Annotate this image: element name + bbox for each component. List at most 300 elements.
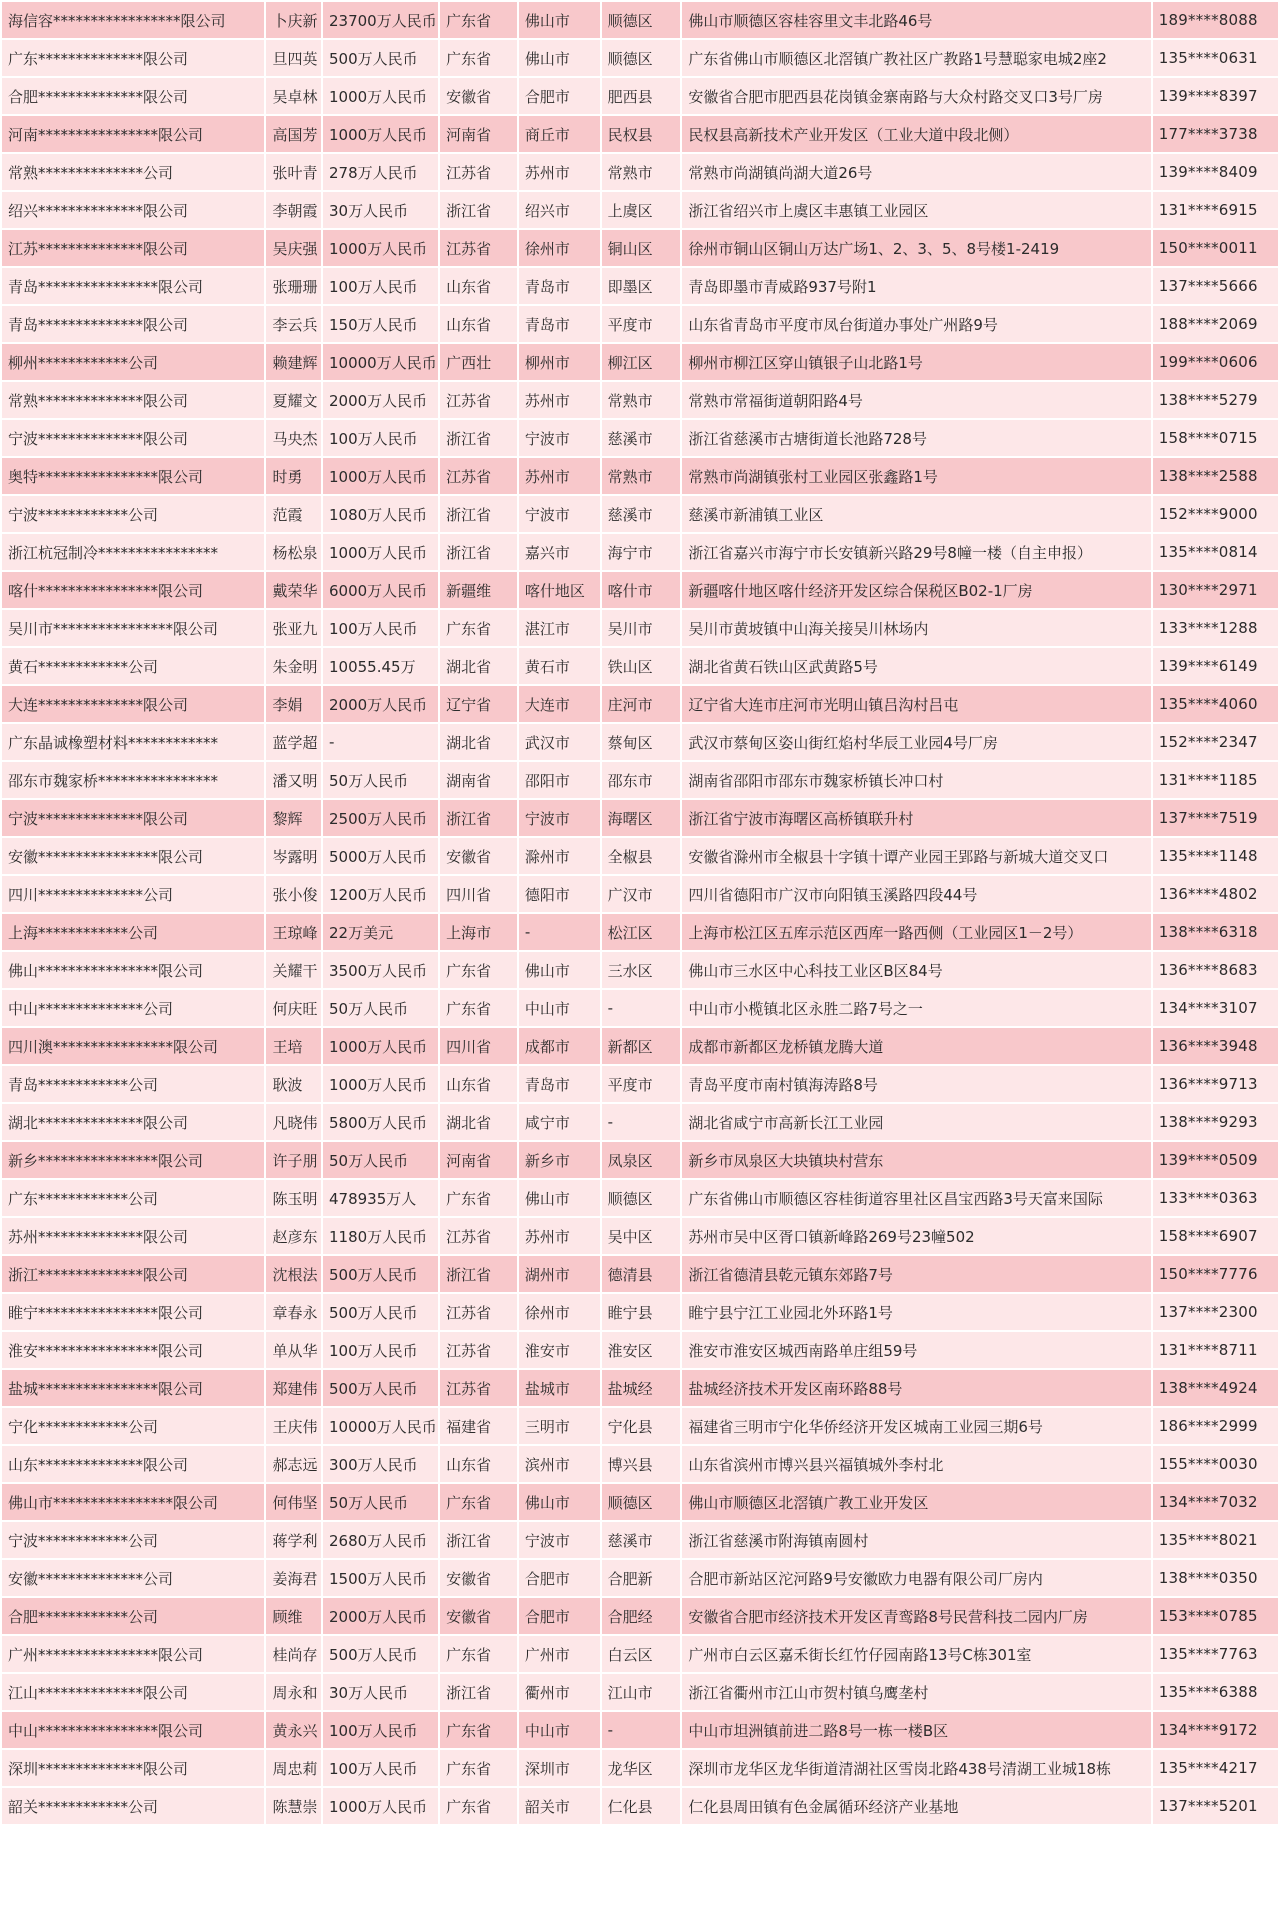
capital-cell: 500万人民币 [323, 40, 438, 76]
company-cell: 河南****************限公司 [2, 116, 264, 152]
table-row [2, 990, 1278, 1026]
capital-cell: 1000万人民币 [323, 458, 438, 494]
person-cell: 张叶青 [266, 154, 321, 190]
table-row [2, 344, 1278, 380]
address-cell: 浙江省慈溪市附海镇南圆村 [682, 1522, 1150, 1558]
company-cell: 深圳**************限公司 [2, 1750, 264, 1786]
district-cell: 德清县 [602, 1256, 681, 1292]
person-cell: 陈玉明 [266, 1180, 321, 1216]
capital-cell: 2680万人民币 [323, 1522, 438, 1558]
company-cell: 江苏**************限公司 [2, 230, 264, 266]
phone-cell: 135****4060 [1153, 686, 1278, 722]
phone-cell: 135****7763 [1153, 1636, 1278, 1672]
phone-cell: 135****4217 [1153, 1750, 1278, 1786]
district-cell: 全椒县 [602, 838, 681, 874]
person-cell: 黎辉 [266, 800, 321, 836]
district-cell: 凤泉区 [602, 1142, 681, 1178]
province-cell: 广东省 [440, 1788, 517, 1824]
company-cell: 宁化************公司 [2, 1408, 264, 1444]
capital-cell: 30万人民币 [323, 192, 438, 228]
province-cell: 安徽省 [440, 838, 517, 874]
person-cell: 章春永 [266, 1294, 321, 1330]
province-cell: 山东省 [440, 1066, 517, 1102]
district-cell: 慈溪市 [602, 496, 681, 532]
company-cell: 喀什****************限公司 [2, 572, 264, 608]
capital-cell: 23700万人民币 [323, 2, 438, 38]
phone-cell: 152****9000 [1153, 496, 1278, 532]
province-cell: 广东省 [440, 40, 517, 76]
person-cell: 黄永兴 [266, 1712, 321, 1748]
company-cell: 绍兴**************限公司 [2, 192, 264, 228]
capital-cell: 22万美元 [323, 914, 438, 950]
district-cell: 平度市 [602, 1066, 681, 1102]
city-cell: 湖州市 [519, 1256, 600, 1292]
phone-cell: 130****2971 [1153, 572, 1278, 608]
table-row [2, 838, 1278, 874]
capital-cell: 500万人民币 [323, 1370, 438, 1406]
address-cell: 广东省佛山市顺德区北滘镇广教社区广教路1号慧聪家电城2座2 [682, 40, 1150, 76]
address-cell: 新乡市凤泉区大块镇块村营东 [682, 1142, 1150, 1178]
company-cell: 四川**************公司 [2, 876, 264, 912]
address-cell: 广州市白云区嘉禾街长红竹仔园南路13号C栋301室 [682, 1636, 1150, 1672]
city-cell: 商丘市 [519, 116, 600, 152]
city-cell: 苏州市 [519, 382, 600, 418]
city-cell: 邵阳市 [519, 762, 600, 798]
phone-cell: 137****5666 [1153, 268, 1278, 304]
company-cell: 安徽**************公司 [2, 1560, 264, 1596]
district-cell: 海宁市 [602, 534, 681, 570]
district-cell: 广汉市 [602, 876, 681, 912]
province-cell: 山东省 [440, 268, 517, 304]
phone-cell: 137****7519 [1153, 800, 1278, 836]
table-row [2, 230, 1278, 266]
province-cell: 广东省 [440, 1636, 517, 1672]
phone-cell: 135****8021 [1153, 1522, 1278, 1558]
province-cell: 上海市 [440, 914, 517, 950]
table-row [2, 1560, 1278, 1596]
table-row [2, 572, 1278, 608]
district-cell: 合肥经 [602, 1598, 681, 1634]
table-row [2, 268, 1278, 304]
address-cell: 武汉市蔡甸区姿山街红焰村华辰工业园4号厂房 [682, 724, 1150, 760]
district-cell: 即墨区 [602, 268, 681, 304]
phone-cell: 138****9293 [1153, 1104, 1278, 1140]
capital-cell: 1000万人民币 [323, 1788, 438, 1824]
company-cell: 韶关************公司 [2, 1788, 264, 1824]
company-cell: 中山**************公司 [2, 990, 264, 1026]
district-cell: 蔡甸区 [602, 724, 681, 760]
person-cell: 何伟坚 [266, 1484, 321, 1520]
person-cell: 旦四英 [266, 40, 321, 76]
district-cell: 顺德区 [602, 1180, 681, 1216]
table-row [2, 1028, 1278, 1064]
capital-cell: 2000万人民币 [323, 686, 438, 722]
district-cell: 新都区 [602, 1028, 681, 1064]
city-cell: 滁州市 [519, 838, 600, 874]
phone-cell: 131****6915 [1153, 192, 1278, 228]
table-row [2, 914, 1278, 950]
phone-cell: 135****1148 [1153, 838, 1278, 874]
district-cell: 肥西县 [602, 78, 681, 114]
person-cell: 马央杰 [266, 420, 321, 456]
city-cell: 合肥市 [519, 1560, 600, 1596]
phone-cell: 158****0715 [1153, 420, 1278, 456]
province-cell: 江苏省 [440, 154, 517, 190]
table-row [2, 1484, 1278, 1520]
person-cell: 张珊珊 [266, 268, 321, 304]
district-cell: 宁化县 [602, 1408, 681, 1444]
phone-cell: 138****2588 [1153, 458, 1278, 494]
table-row [2, 1066, 1278, 1102]
table-row [2, 154, 1278, 190]
province-cell: 湖北省 [440, 648, 517, 684]
province-cell: 广东省 [440, 990, 517, 1026]
city-cell: 三明市 [519, 1408, 600, 1444]
address-cell: 深圳市龙华区龙华街道清湖社区雪岗北路438号清湖工业城18栋 [682, 1750, 1150, 1786]
phone-cell: 136****9713 [1153, 1066, 1278, 1102]
person-cell: 戴荣华 [266, 572, 321, 608]
city-cell: 合肥市 [519, 78, 600, 114]
phone-cell: 138****4924 [1153, 1370, 1278, 1406]
company-cell: 中山****************限公司 [2, 1712, 264, 1748]
capital-cell: 100万人民币 [323, 268, 438, 304]
phone-cell: 189****8088 [1153, 2, 1278, 38]
person-cell: 郑建伟 [266, 1370, 321, 1406]
company-cell: 邵东市魏家桥**************** [2, 762, 264, 798]
address-cell: 常熟市尚湖镇张村工业园区张鑫路1号 [682, 458, 1150, 494]
city-cell: 成都市 [519, 1028, 600, 1064]
province-cell: 江苏省 [440, 382, 517, 418]
district-cell: 常熟市 [602, 458, 681, 494]
company-cell: 大连**************限公司 [2, 686, 264, 722]
capital-cell: 2000万人民币 [323, 382, 438, 418]
district-cell: 柳江区 [602, 344, 681, 380]
address-cell: 柳州市柳江区穿山镇银子山北路1号 [682, 344, 1150, 380]
person-cell: 吴卓林 [266, 78, 321, 114]
city-cell: 青岛市 [519, 306, 600, 342]
capital-cell: 100万人民币 [323, 1750, 438, 1786]
person-cell: 李娟 [266, 686, 321, 722]
phone-cell: 158****6907 [1153, 1218, 1278, 1254]
company-cell: 宁波************公司 [2, 1522, 264, 1558]
city-cell: 大连市 [519, 686, 600, 722]
city-cell: 湛江市 [519, 610, 600, 646]
phone-cell: 136****3948 [1153, 1028, 1278, 1064]
table-row [2, 1142, 1278, 1178]
person-cell: 朱金明 [266, 648, 321, 684]
phone-cell: 139****8409 [1153, 154, 1278, 190]
address-cell: 中山市小榄镇北区永胜二路7号之一 [682, 990, 1150, 1026]
company-cell: 海信容*****************限公司 [2, 2, 264, 38]
province-cell: 河南省 [440, 116, 517, 152]
person-cell: 郝志远 [266, 1446, 321, 1482]
company-cell: 吴川市****************限公司 [2, 610, 264, 646]
table-row [2, 762, 1278, 798]
city-cell: 新乡市 [519, 1142, 600, 1178]
province-cell: 浙江省 [440, 192, 517, 228]
district-cell: 龙华区 [602, 1750, 681, 1786]
person-cell: 陈慧崇 [266, 1788, 321, 1824]
table-row [2, 952, 1278, 988]
person-cell: 吴庆强 [266, 230, 321, 266]
person-cell: 范霞 [266, 496, 321, 532]
address-cell: 苏州市吴中区胥口镇新峰路269号23幢502 [682, 1218, 1150, 1254]
company-cell: 柳州************公司 [2, 344, 264, 380]
capital-cell: 1000万人民币 [323, 1066, 438, 1102]
address-cell: 安徽省合肥市经济技术开发区青鸾路8号民营科技二园内厂房 [682, 1598, 1150, 1634]
table-row [2, 1522, 1278, 1558]
person-cell: 顾维 [266, 1598, 321, 1634]
phone-cell: 131****1185 [1153, 762, 1278, 798]
phone-cell: 186****2999 [1153, 1408, 1278, 1444]
district-cell: 庄河市 [602, 686, 681, 722]
capital-cell: 300万人民币 [323, 1446, 438, 1482]
company-cell: 浙江杭冠制冷**************** [2, 534, 264, 570]
company-cell: 黄石************公司 [2, 648, 264, 684]
province-cell: 山东省 [440, 1446, 517, 1482]
capital-cell: 5800万人民币 [323, 1104, 438, 1140]
capital-cell: 50万人民币 [323, 762, 438, 798]
company-cell: 苏州**************限公司 [2, 1218, 264, 1254]
phone-cell: 150****7776 [1153, 1256, 1278, 1292]
company-cell: 湖北**************限公司 [2, 1104, 264, 1140]
company-cell: 广东**************限公司 [2, 40, 264, 76]
table-row [2, 1218, 1278, 1254]
province-cell: 江苏省 [440, 1370, 517, 1406]
city-cell: 黄石市 [519, 648, 600, 684]
person-cell: 关耀干 [266, 952, 321, 988]
person-cell: 赖建辉 [266, 344, 321, 380]
address-cell: 淮安市淮安区城西南路单庄组59号 [682, 1332, 1150, 1368]
table-row [2, 420, 1278, 456]
capital-cell: 1000万人民币 [323, 534, 438, 570]
capital-cell: 150万人民币 [323, 306, 438, 342]
city-cell: 广州市 [519, 1636, 600, 1672]
company-cell: 宁波**************限公司 [2, 420, 264, 456]
company-cell: 浙江**************限公司 [2, 1256, 264, 1292]
city-cell: 宁波市 [519, 800, 600, 836]
phone-cell: 133****0363 [1153, 1180, 1278, 1216]
province-cell: 安徽省 [440, 78, 517, 114]
district-cell: 吴川市 [602, 610, 681, 646]
table-row [2, 306, 1278, 342]
table-row [2, 1104, 1278, 1140]
province-cell: 浙江省 [440, 1522, 517, 1558]
province-cell: 江苏省 [440, 458, 517, 494]
phone-cell: 131****8711 [1153, 1332, 1278, 1368]
district-cell: 邵东市 [602, 762, 681, 798]
company-cell: 四川澳****************限公司 [2, 1028, 264, 1064]
district-cell: - [602, 990, 681, 1026]
city-cell: 韶关市 [519, 1788, 600, 1824]
province-cell: 广东省 [440, 2, 517, 38]
province-cell: 浙江省 [440, 1256, 517, 1292]
company-cell: 宁波************公司 [2, 496, 264, 532]
person-cell: 潘又明 [266, 762, 321, 798]
city-cell: 滨州市 [519, 1446, 600, 1482]
city-cell: 中山市 [519, 1712, 600, 1748]
person-cell: 周忠莉 [266, 1750, 321, 1786]
district-cell: 海曙区 [602, 800, 681, 836]
city-cell: 佛山市 [519, 952, 600, 988]
city-cell: 柳州市 [519, 344, 600, 380]
person-cell: 沈根法 [266, 1256, 321, 1292]
city-cell: 宁波市 [519, 420, 600, 456]
company-cell: 青岛************公司 [2, 1066, 264, 1102]
phone-cell: 134****7032 [1153, 1484, 1278, 1520]
province-cell: 河南省 [440, 1142, 517, 1178]
province-cell: 浙江省 [440, 1674, 517, 1710]
district-cell: 顺德区 [602, 40, 681, 76]
city-cell: 衢州市 [519, 1674, 600, 1710]
address-cell: 仁化县周田镇有色金属循环经济产业基地 [682, 1788, 1150, 1824]
city-cell: 苏州市 [519, 458, 600, 494]
company-cell: 安徽****************限公司 [2, 838, 264, 874]
address-cell: 浙江省绍兴市上虞区丰惠镇工业园区 [682, 192, 1150, 228]
address-cell: 常熟市常福街道朝阳路4号 [682, 382, 1150, 418]
phone-cell: 139****0509 [1153, 1142, 1278, 1178]
province-cell: 四川省 [440, 1028, 517, 1064]
city-cell: 佛山市 [519, 2, 600, 38]
district-cell: 盐城经 [602, 1370, 681, 1406]
company-cell: 江山**************限公司 [2, 1674, 264, 1710]
city-cell: 武汉市 [519, 724, 600, 760]
address-cell: 常熟市尚湖镇尚湖大道26号 [682, 154, 1150, 190]
phone-cell: 153****0785 [1153, 1598, 1278, 1634]
city-cell: 佛山市 [519, 1180, 600, 1216]
table-row [2, 40, 1278, 76]
company-cell: 合肥**************限公司 [2, 78, 264, 114]
district-cell: 吴中区 [602, 1218, 681, 1254]
district-cell: 淮安区 [602, 1332, 681, 1368]
capital-cell: 5000万人民币 [323, 838, 438, 874]
capital-cell: 1000万人民币 [323, 116, 438, 152]
district-cell: 睢宁县 [602, 1294, 681, 1330]
person-cell: 王庆伟 [266, 1408, 321, 1444]
capital-cell: 30万人民币 [323, 1674, 438, 1710]
district-cell: 三水区 [602, 952, 681, 988]
city-cell: 德阳市 [519, 876, 600, 912]
person-cell: 卜庆新 [266, 2, 321, 38]
phone-cell: 136****8683 [1153, 952, 1278, 988]
capital-cell: 478935万人 [323, 1180, 438, 1216]
capital-cell: 2000万人民币 [323, 1598, 438, 1634]
table-row [2, 1180, 1278, 1216]
district-cell: 喀什市 [602, 572, 681, 608]
person-cell: 桂尚存 [266, 1636, 321, 1672]
phone-cell: 199****0606 [1153, 344, 1278, 380]
city-cell: 喀什地区 [519, 572, 600, 608]
address-cell: 合肥市新站区沱河路9号安徽欧力电器有限公司厂房内 [682, 1560, 1150, 1596]
person-cell: 李云兵 [266, 306, 321, 342]
table-row [2, 1370, 1278, 1406]
city-cell: 宁波市 [519, 1522, 600, 1558]
district-cell: 顺德区 [602, 2, 681, 38]
person-cell: 耿波 [266, 1066, 321, 1102]
address-cell: 山东省青岛市平度市凤台街道办事处广州路9号 [682, 306, 1150, 342]
city-cell: 苏州市 [519, 154, 600, 190]
company-cell: 盐城****************限公司 [2, 1370, 264, 1406]
company-cell: 新乡****************限公司 [2, 1142, 264, 1178]
district-cell: 民权县 [602, 116, 681, 152]
table-row [2, 876, 1278, 912]
city-cell: 深圳市 [519, 1750, 600, 1786]
city-cell: 青岛市 [519, 268, 600, 304]
table-row [2, 192, 1278, 228]
table-row [2, 1674, 1278, 1710]
capital-cell: 100万人民币 [323, 1712, 438, 1748]
capital-cell: 50万人民币 [323, 990, 438, 1026]
district-cell: - [602, 1104, 681, 1140]
address-cell: 安徽省合肥市肥西县花岗镇金寨南路与大众村路交叉口3号厂房 [682, 78, 1150, 114]
person-cell: 蓝学超 [266, 724, 321, 760]
company-cell: 宁波**************限公司 [2, 800, 264, 836]
city-cell: 盐城市 [519, 1370, 600, 1406]
district-cell: 合肥新 [602, 1560, 681, 1596]
person-cell: 时勇 [266, 458, 321, 494]
table-row [2, 1788, 1278, 1824]
table-row [2, 1332, 1278, 1368]
phone-cell: 134****9172 [1153, 1712, 1278, 1748]
person-cell: 单从华 [266, 1332, 321, 1368]
city-cell: 苏州市 [519, 1218, 600, 1254]
district-cell: 平度市 [602, 306, 681, 342]
capital-cell: 500万人民币 [323, 1294, 438, 1330]
address-cell: 四川省德阳市广汉市向阳镇玉溪路四段44号 [682, 876, 1150, 912]
address-cell: 佛山市三水区中心科技工业区B区84号 [682, 952, 1150, 988]
company-cell: 广州****************限公司 [2, 1636, 264, 1672]
capital-cell: 500万人民币 [323, 1636, 438, 1672]
company-cell: 青岛****************限公司 [2, 268, 264, 304]
table-row [2, 800, 1278, 836]
province-cell: 江苏省 [440, 1218, 517, 1254]
table-row [2, 382, 1278, 418]
person-cell: 王琼峰 [266, 914, 321, 950]
capital-cell: 1000万人民币 [323, 78, 438, 114]
phone-cell: 135****0631 [1153, 40, 1278, 76]
phone-cell: 139****6149 [1153, 648, 1278, 684]
company-cell: 常熟**************公司 [2, 154, 264, 190]
city-cell: 佛山市 [519, 40, 600, 76]
person-cell: 张亚九 [266, 610, 321, 646]
person-cell: 许子朋 [266, 1142, 321, 1178]
address-cell: 湖北省咸宁市高新长江工业园 [682, 1104, 1150, 1140]
address-cell: 青岛平度市南村镇海涛路8号 [682, 1066, 1150, 1102]
district-cell: 常熟市 [602, 382, 681, 418]
province-cell: 湖南省 [440, 762, 517, 798]
province-cell: 浙江省 [440, 800, 517, 836]
phone-cell: 137****2300 [1153, 1294, 1278, 1330]
table-row [2, 1636, 1278, 1672]
person-cell: 周永和 [266, 1674, 321, 1710]
city-cell: - [519, 914, 600, 950]
table-body [2, 2, 1278, 1824]
company-cell: 山东**************限公司 [2, 1446, 264, 1482]
address-cell: 辽宁省大连市庄河市光明山镇吕沟村吕屯 [682, 686, 1150, 722]
company-cell: 合肥************公司 [2, 1598, 264, 1634]
company-cell: 上海************公司 [2, 914, 264, 950]
capital-cell: 1200万人民币 [323, 876, 438, 912]
address-cell: 成都市新都区龙桥镇龙腾大道 [682, 1028, 1150, 1064]
province-cell: 广东省 [440, 1484, 517, 1520]
phone-cell: 155****0030 [1153, 1446, 1278, 1482]
province-cell: 山东省 [440, 306, 517, 342]
address-cell: 吴川市黄坡镇中山海关接吴川林场内 [682, 610, 1150, 646]
city-cell: 中山市 [519, 990, 600, 1026]
district-cell: 铜山区 [602, 230, 681, 266]
table-row [2, 1408, 1278, 1444]
province-cell: 江苏省 [440, 1332, 517, 1368]
